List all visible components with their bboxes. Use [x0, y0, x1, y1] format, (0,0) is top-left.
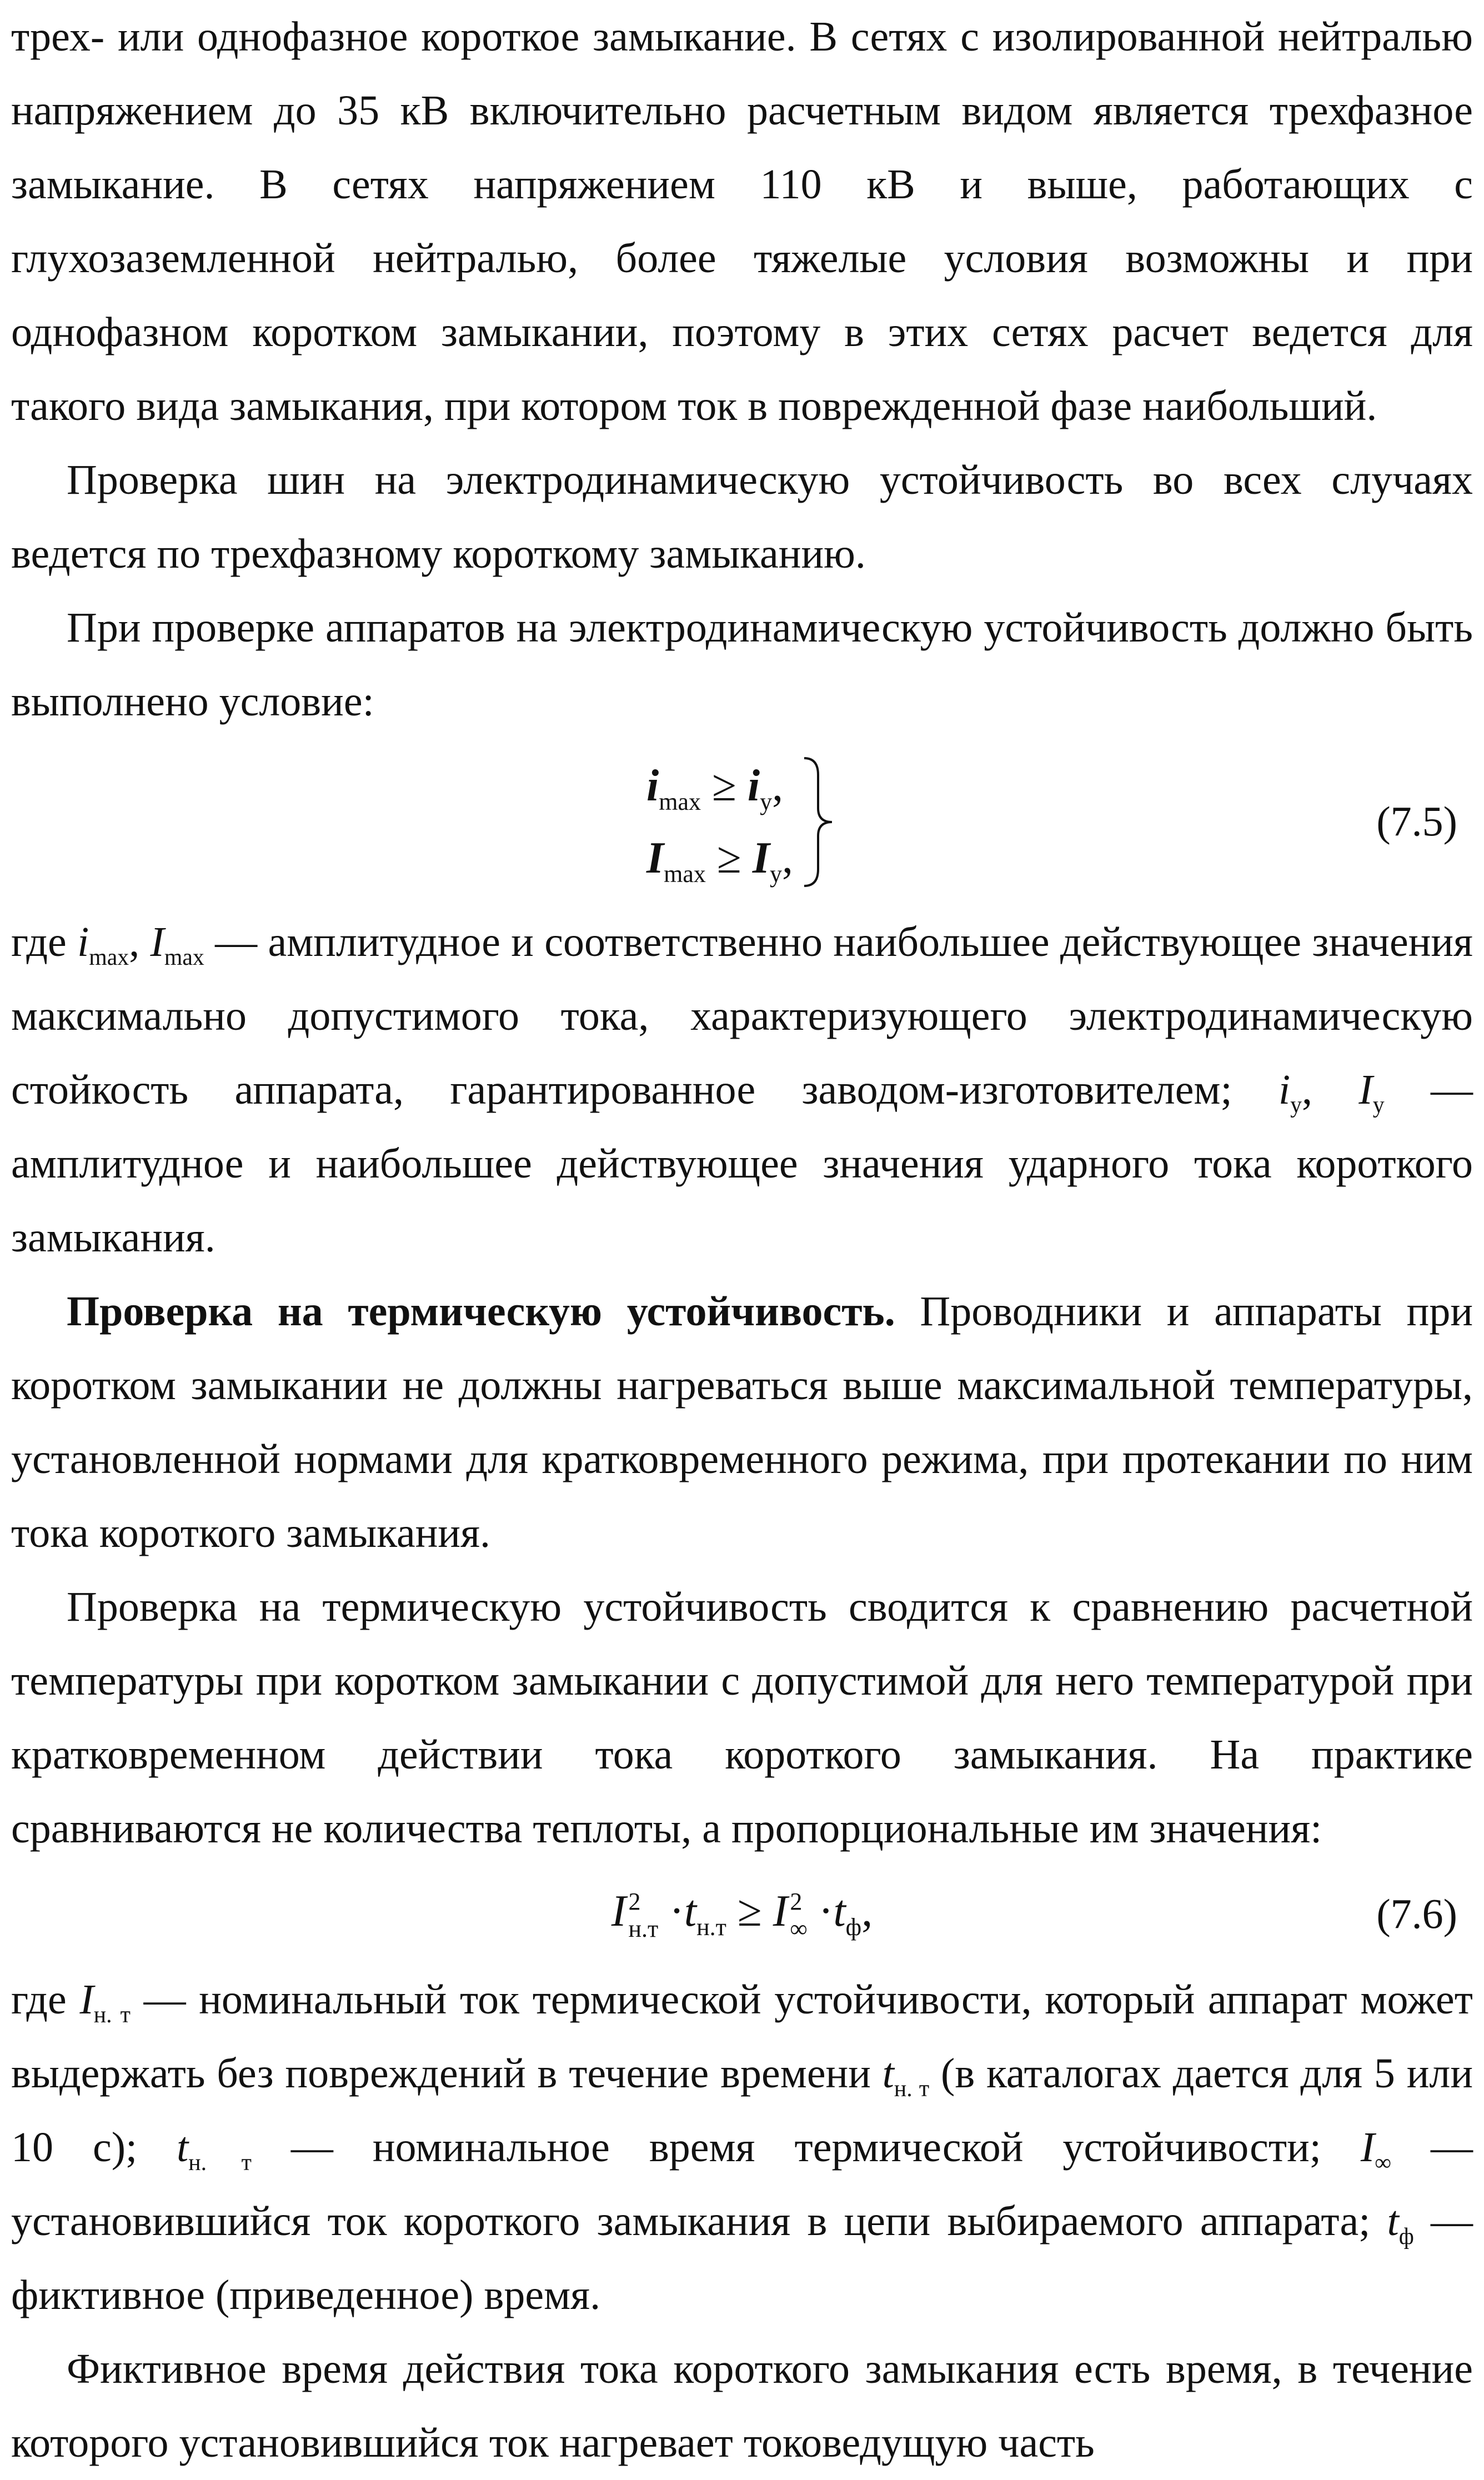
equation-7-6	[11, 1866, 1473, 1963]
equation-7-6-line: I 2 н.т $\cdot t_{н.т} \ge I$ 2 ∞ $\cdot t_ф$,	[611, 1886, 873, 1942]
equation-7-5-line-1: $i_{max} \ge i_у$,	[646, 761, 784, 815]
paragraph-busbar-check: Проверка шин на электродинамическую устойчивость во всех случаях ведется по трехфазному короткому замыканию.	[11, 457, 1473, 577]
paragraph-thermal-check: Проверка на термическую устойчивость сводится к сравнению расчетной температуры при коротком замыкании с допустимой для него температурой при кратковременном действии тока короткого замыкания. На практике сравниваются не количества теплоты, а пропорциональные им значения:	[11, 1584, 1473, 1852]
paragraph-thermal-heading: Проверка на термическую устойчивость. Проводники и аппараты при коротком замыкании не должны нагреваться выше максимальной температуры, установленной нормами для кратковременного режима, при протекании по ним тока короткого замыкания.	[11, 1288, 1473, 1556]
paragraph-apparatus-check: При проверке аппаратов на электродинамическую устойчивость должно быть выполнено условие:	[11, 604, 1473, 725]
paragraph-fictitious-time: Фиктивное время действия тока короткого замыкания есть время, в течение которого установившийся ток нагревает токоведущую часть	[11, 2346, 1473, 2466]
paragraph-eq76-legend: где $I_{н. т}$ — номинальный ток термической устойчивости, который аппарат может выдержать без повреждений в течение времени $t_{н. т}$ (в каталогах дается для 5 или 10 с); $t_{н. т}$ — номинальное время термической устойчивости; $I_\infty$ — установившийся ток короткого замыкания в цепи выбираемого аппарата; $t_ф$ — фиктивное (приведенное) время.	[11, 1976, 1473, 2318]
right-brace-icon	[799, 753, 838, 891]
equation-number-7-5: (7.5)	[1376, 798, 1457, 845]
equation-7-5-line-2: $I_{max} \ge I_у$,	[646, 834, 793, 888]
paragraph-eq75-legend: где $i_{max}$, $I_{max}$ — амплитудное и соответственно наибольшее действующее значения максимально допустимого тока, характеризующего электродинамическую стойкость аппарата, гарантированное заводом-изготовителем; $i_у$, $I_у$ — амплитудное и наибольшее действующее значения ударного тока короткого замыкания.	[11, 919, 1473, 1261]
equation-number-7-6: (7.6)	[1376, 1891, 1457, 1937]
equation-7-5	[11, 739, 1473, 905]
section-heading-thermal: Проверка на термическую устойчивость.	[67, 1288, 895, 1335]
paragraph-fault-types: трех- или однофазное короткое замыкание. В сетях с изолированной нейтралью напряжением до 35 кВ включительно расчетным видом является трехфазное замыкание. В сетях напряжением 110 кВ и выше, работающих с глухозаземленной нейтралью, более тяжелые условия возможны и при однофазном коротком замыкании, поэтому в этих сетях расчет ведется для такого вида замыкания, при котором ток в поврежденной фазе наибольший.	[11, 13, 1473, 429]
